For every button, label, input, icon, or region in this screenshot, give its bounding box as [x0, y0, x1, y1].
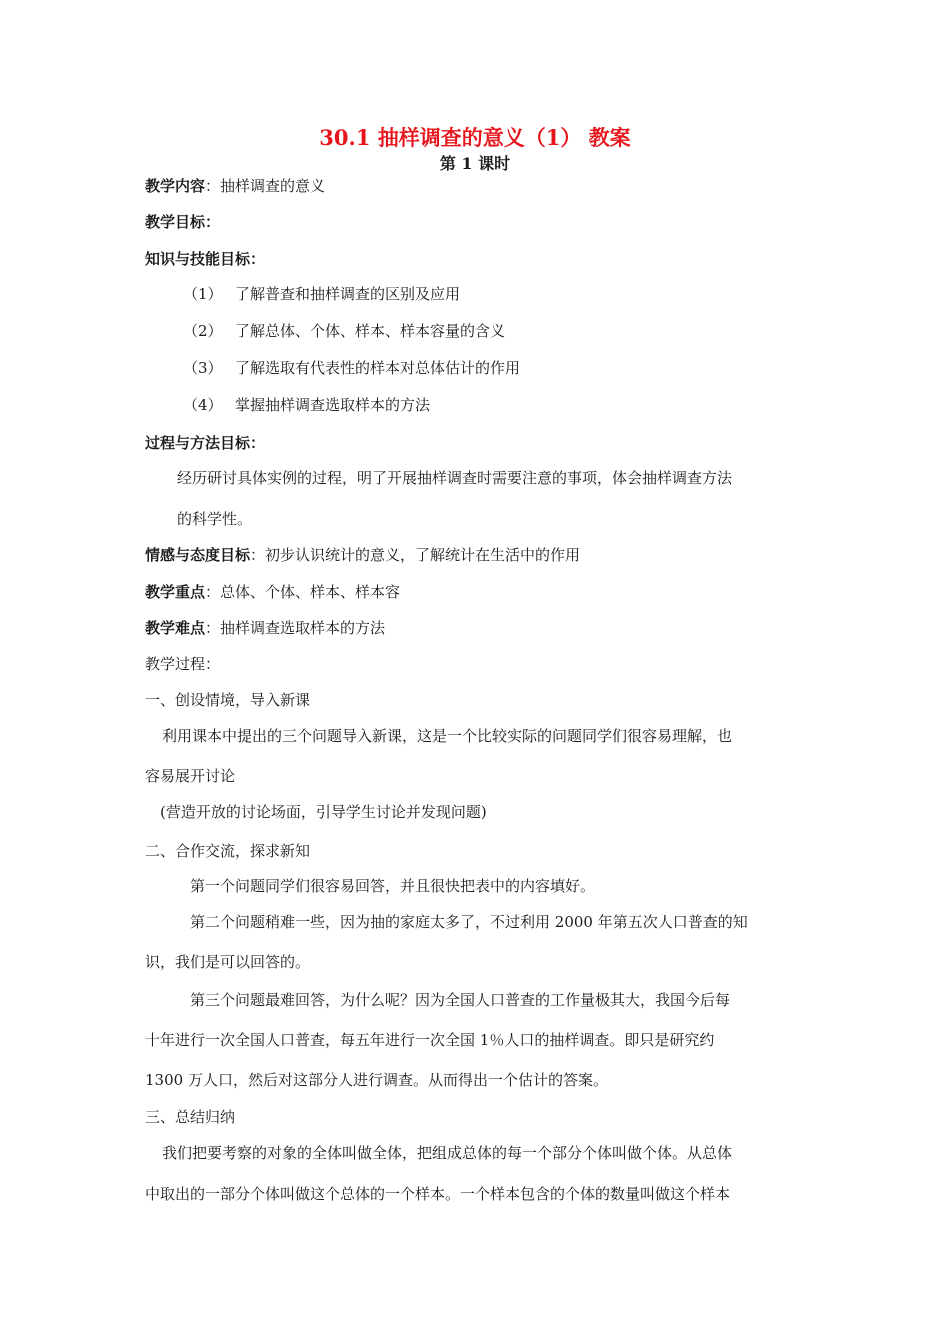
paragraph-line: 1300 万人口，然后对这部分人进行调查。从而得出一个估计的答案。 — [145, 1071, 608, 1089]
paragraph-line: 第一个问题同学们很容易回答，并且很快把表中的内容填好。 — [190, 877, 596, 895]
document-title: 30.1 抽样调查的意义（1） 教案 — [319, 125, 631, 150]
focus-value: ：总体、个体、样本、样本容 — [205, 583, 401, 601]
lesson-subtitle: 第 1 课时 — [439, 154, 511, 173]
knowledge-item — [183, 284, 460, 304]
emotion-value: ：初步认识统计的意义，了解统计在生活中的作用 — [250, 546, 581, 564]
knowledge-item — [183, 358, 520, 378]
focus-line — [145, 582, 400, 602]
paragraph-line: 我们把要考察的对象的全体叫做全体，把组成总体的每一个部分个体叫做个体。从总体 — [162, 1144, 733, 1162]
item-number: （3） — [183, 359, 223, 377]
item-number: （2） — [183, 322, 223, 340]
process-goals-label: 过程与方法目标： — [145, 434, 266, 452]
content-label: 教学内容 — [145, 177, 206, 195]
item-text: 掌握抽样调查选取样本的方法 — [235, 396, 431, 414]
emotion-label: 情感与态度目标 — [145, 546, 251, 564]
difficulty-line — [145, 618, 385, 638]
content-value: ：抽样调查的意义 — [205, 177, 326, 195]
knowledge-item — [183, 395, 430, 415]
content-line — [145, 176, 325, 196]
item-text: 了解普查和抽样调查的区别及应用 — [235, 285, 461, 303]
emotion-line — [145, 545, 580, 565]
section-title: 三、总结归纳 — [145, 1108, 236, 1126]
paragraph-line: 利用课本中提出的三个问题导入新课，这是一个比较实际的问题同学们很容易理解，也 — [162, 727, 733, 745]
paragraph-line: 识，我们是可以回答的。 — [145, 953, 311, 971]
item-text: 了解选取有代表性的样本对总体估计的作用 — [235, 359, 521, 377]
process-goals-text: 的科学性。 — [177, 510, 253, 528]
knowledge-label: 知识与技能目标： — [145, 250, 266, 268]
paragraph-line: 容易展开讨论 — [145, 767, 236, 785]
difficulty-value: ：抽样调查选取样本的方法 — [205, 619, 386, 637]
process-label: 教学过程： — [145, 655, 221, 673]
paragraph-line: 中取出的一部分个体叫做这个总体的一个样本。一个样本包含的个体的数量叫做这个样本 — [145, 1185, 731, 1203]
item-number: （4） — [183, 396, 223, 414]
paragraph-line: (营造开放的讨论场面，引导学生讨论并发现问题) — [160, 803, 487, 821]
focus-label: 教学重点 — [145, 583, 206, 601]
knowledge-item — [183, 321, 505, 341]
item-text: 了解总体、个体、样本、样本容量的含义 — [235, 322, 506, 340]
section-title: 一、创设情境，导入新课 — [145, 691, 311, 709]
goals-label: 教学目标： — [145, 213, 221, 231]
paragraph-line: 第二个问题稍难一些，因为抽的家庭太多了，不过利用 2000 年第五次人口普查的知 — [190, 913, 748, 931]
difficulty-label: 教学难点 — [145, 619, 206, 637]
paragraph-line: 十年进行一次全国人口普查，每五年进行一次全国 1％人口的抽样调查。即只是研究约 — [145, 1031, 715, 1049]
paragraph-line: 第三个问题最难回答，为什么呢？因为全国人口普查的工作量极其大，我国今后每 — [190, 991, 731, 1009]
section-title: 二、合作交流，探求新知 — [145, 842, 311, 860]
item-number: （1） — [183, 285, 223, 303]
process-goals-text: 经历研讨具体实例的过程，明了开展抽样调查时需要注意的事项，体会抽样调查方法 — [177, 469, 733, 487]
